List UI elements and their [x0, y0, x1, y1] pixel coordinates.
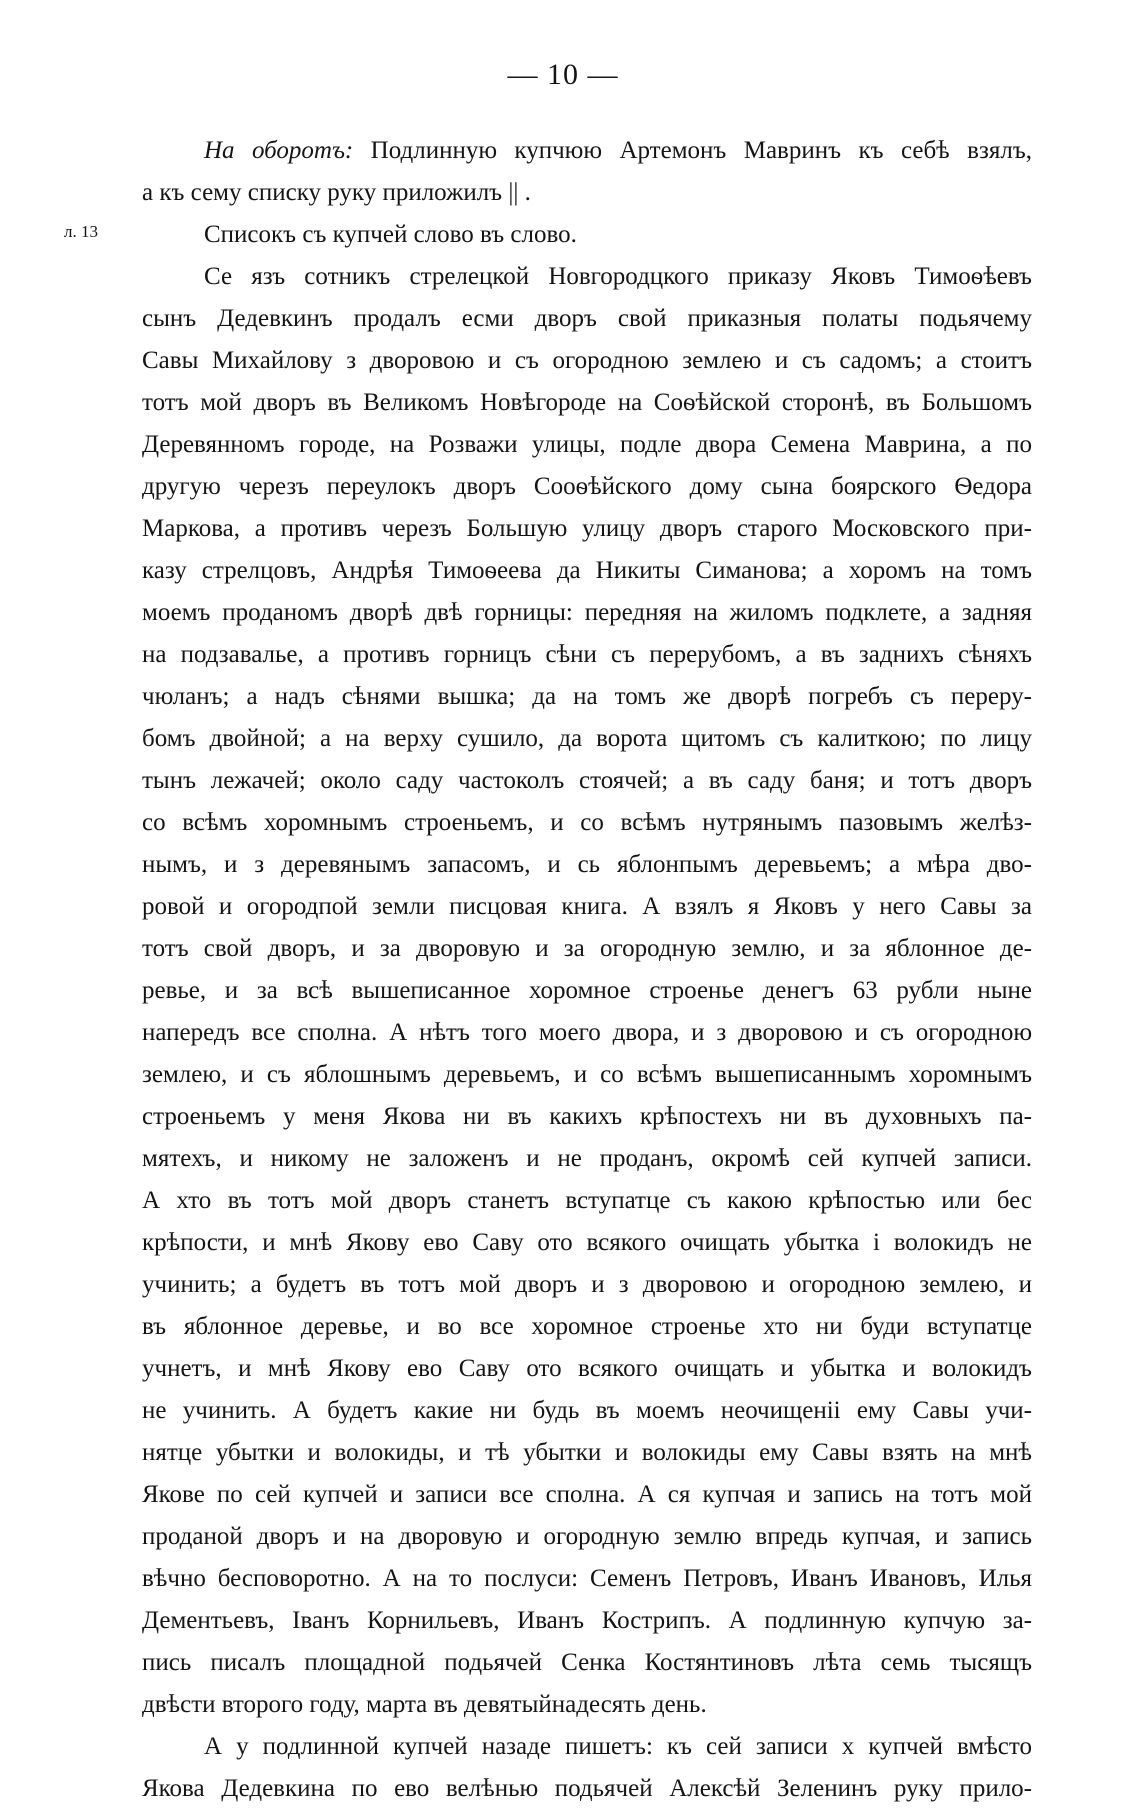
page-number: — 10 —: [507, 58, 619, 91]
paragraph-3-line-35: двѣсти второго году, марта въ девятыйнадесять день.: [142, 1691, 707, 1718]
paragraph-3-line-27: учнетъ, и мнѣ Якову ево Саву ото всякого очищать и убытка и волокидъ: [142, 1355, 1032, 1382]
paragraph-3-line-32: вѣчно бесповоротно. А на то послуси: Семенъ Петровъ, Иванъ Ивановъ, Илья: [142, 1565, 1032, 1592]
paragraph-3: [142, 256, 1032, 1726]
paragraph-3-line-2: сынъ Дедевкинъ продалъ есми дворъ свой приказныя полаты подьячему: [142, 305, 1032, 332]
paragraph-2-line-1: Списокъ съ купчей слово въ слово.: [204, 221, 577, 248]
margin-folio-note: л. 13: [64, 222, 98, 241]
paragraph-3-line-6: другую черезъ переулокъ дворъ Сооѳѣйского дому сына боярского Ѳедора: [142, 473, 1032, 500]
paragraph-1-line-2: а къ сему списку руку приложилъ || .: [142, 179, 531, 206]
paragraph-3-line-12: бомъ двойной; а на верху сушило, да ворота щитомъ съ калиткою; по лицу: [142, 725, 1032, 752]
paragraph-1-line-1: [142, 130, 1032, 172]
paragraph-3-line-7: Маркова, а противъ черезъ Большую улицу дворъ старого Московского при-: [142, 515, 1032, 542]
paragraph-3-line-31: проданой дворъ и на дворовую и огородную землю впредь купчая, и запись: [142, 1523, 1032, 1550]
paragraph-3-line-24: крѣпости, и мнѣ Якову ево Саву ото всякого очищать убытка і волокидъ не: [142, 1229, 1032, 1256]
paragraph-4-line-2: Якова Дедевкина по ево велѣнью подьячей Алексѣй Зеленинъ руку прило-: [142, 1775, 1032, 1802]
paragraph-3-line-22: мятехъ, и никому не заложенъ и не проданъ, окромѣ сей купчей записи.: [142, 1145, 1032, 1172]
paragraph-3-line-1: Се язъ сотникъ стрелецкой Новгородцкого приказу Яковъ Тимоѳѣевъ: [204, 263, 1032, 290]
paragraph-3-line-15: нымъ, и з деревянымъ запасомъ, и сь яблонпымъ деревьемъ; а мѣра дво-: [142, 851, 1032, 878]
paragraph-3-line-25: учинить; а будетъ въ тотъ мой дворъ и з дворовою и огородною землею, и: [142, 1271, 1032, 1298]
paragraph-3-line-16: ровой и огородпой земли писцовая книга. А взялъ я Яковъ у него Савы за: [142, 893, 1032, 920]
paragraph-3-line-26: въ яблонное деревье, и во все хоромное строенье хто ни буди вступатце: [142, 1313, 1032, 1340]
paragraph-3-line-21: строеньемъ у меня Якова ни въ какихъ крѣпостехъ ни въ духовныхъ па-: [142, 1103, 1032, 1130]
paragraph-3-line-9: моемъ проданомъ дворѣ двѣ горницы: передняя на жиломъ подклете, а задняя: [142, 599, 1032, 626]
paragraph-3-line-3: Савы Михайлову з дворовою и съ огородною землею и съ садомъ; а стоитъ: [142, 347, 1032, 374]
paragraph-3-line-10: на подзавалье, а противъ горницъ сѣни съ перерубомъ, а въ заднихъ сѣняхъ: [142, 641, 1032, 668]
paragraph-3-line-17: тотъ свой дворъ, и за дворовую и за огородную землю, и за яблонное де-: [142, 935, 1032, 962]
italic-lead: На оборотъ:: [204, 137, 354, 164]
paragraph-3-line-5: Деревянномъ городе, на Розважи улицы, подле двора Семена Маврина, а по: [142, 431, 1032, 458]
paragraph-3-line-30: Якове по сей купчей и записи все сполна. А ся купчая и запись на тотъ мой: [142, 1481, 1032, 1508]
paragraph-3-line-34: пись писалъ площадной подьячей Сенка Костянтиновъ лѣта семь тысящъ: [142, 1649, 1032, 1676]
paragraph-3-line-23: А хто въ тотъ мой дворъ станетъ вступатце съ какою крѣпостью или бес: [142, 1187, 1032, 1214]
paragraph-4-line-1: А у подлинной купчей назаде пишетъ: къ сей записи х купчей вмѣсто: [204, 1733, 1032, 1760]
paragraph-3-line-33: Дементьевъ, Іванъ Корнильевъ, Иванъ Кострипъ. А подлинную купчую за-: [142, 1607, 1032, 1634]
paragraph-3-line-8: казу стрелцовъ, Андрѣя Тимоѳеева да Никиты Симанова; а хоромъ на томъ: [142, 557, 1032, 584]
paragraph-3-line-28: не учинить. А будетъ какие ни будь въ моемъ неочищеніі ему Савы учи-: [142, 1397, 1032, 1424]
paragraph-3-line-19: напередъ все сполна. А нѣтъ того моего двора, и з дворовою и съ огородною: [142, 1019, 1032, 1046]
paragraph-3-line-13: тынъ лежачей; около саду частоколъ стоячей; а въ саду баня; и тотъ дворъ: [142, 767, 1032, 794]
paragraph-3-line-18: ревье, и за всѣ вышеписанное хоромное строенье денегъ 63 рубли ныне: [142, 977, 1032, 1004]
paragraph-3-line-14: со всѣмъ хоромнымъ строеньемъ, и со всѣмъ нутрянымъ пазовымъ желѣз-: [142, 809, 1032, 836]
paragraph-3-line-11: чюланъ; а надъ сѣнями вышка; да на томъ же дворѣ погребъ съ переру-: [142, 683, 1032, 710]
document-body: [142, 130, 1032, 1810]
paragraph-3-line-20: землею, и съ яблошнымъ деревьемъ, и со всѣмъ вышеписаннымъ хоромнымъ: [142, 1061, 1032, 1088]
text-run: Подлинную купчюю Артемонъ Мавринъ къ себѣ взялъ,: [353, 137, 1032, 164]
paragraph-3-line-29: нятце убытки и волокиды, и тѣ убытки и волокиды ему Савы взять на мнѣ: [142, 1439, 1032, 1466]
paragraph-3-line-4: тотъ мой дворъ въ Великомъ Новѣгороде на Соѳѣйской сторонѣ, въ Большомъ: [142, 389, 1032, 416]
